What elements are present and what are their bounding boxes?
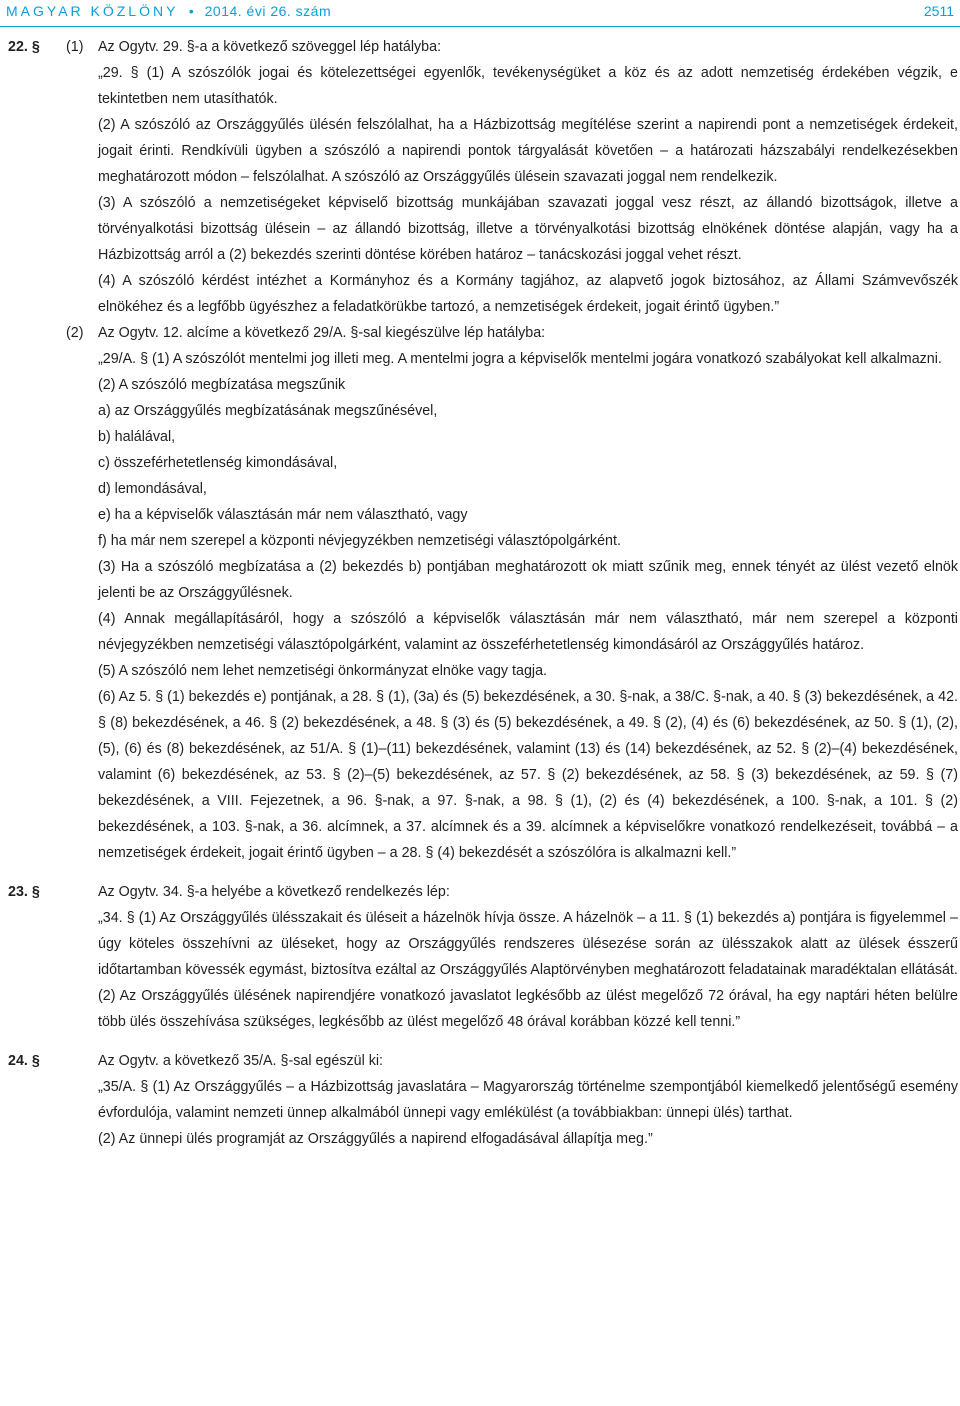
quoted-paragraph: (6) Az 5. § (1) bekezdés e) pontjának, a 28. § (1), (3a) és (5) bekezdésének, a 30. §-nak, a 38/C. §-nak, a 40. § (3) bekezdésének, a 42. § (8) bekezdésének, a 46. § (2) bekezdésének, a 48. § (3) és (5) bekezdésének, a 49. § (2), (4) és (6) bekezdésének, az 50. § (1), (2), (5), (6) és (8) bekezdésének, az 51/A. § (1)–(11) bekezdésének, valamint (13) és (14) bekezdésének, az 52. § (2)–(4) bekezdésének, valamint (6) bekezdésének, az 53. § (2)–(5) bekezdésének, az 57. § (2) bekezdésének, az 58. § (3) bekezdésének, az 59. § (7) bekezdésének, a VIII. Fejezetnek, a 96. §-nak, a 97. §-nak, a 98. § (1), (2) és (4) bekezdésének, a 100. §-nak, a 101. § (2) bekezdésének, a 103. §-nak, a 36. alcímnek, a 37. alcímnek és a 39. alcímnek a képviselőkre vonatkozó rendelkezéseit, továbbá – a nemzetiségek érdekeit, jogait érintő ügyben – a 28. § (4) bekezdését a szószólóra is alkalmazni kell.” — [98, 689, 958, 861]
quoted-paragraph: (2) A szószóló megbízatása megszűnik — [98, 377, 346, 393]
quoted-paragraph: „29. § (1) A szószólók jogai és kötelezettségei egyenlők, tevékenységüket a köz és az adott nemzetiség érdekében végzik, e tekintetben nem utasíthatók. — [98, 65, 958, 107]
list-item: c) összeférhetetlenség kimondásával, — [98, 455, 338, 471]
quoted-paragraph: (2) Az ünnepi ülés programját az Országgyűlés a napirend elfogadásával állapítja meg.” — [98, 1131, 653, 1147]
list-item: e) ha a képviselők választásán már nem választható, vagy — [98, 507, 468, 523]
paragraph-label: (1) — [66, 39, 84, 55]
issue-date: 2014. évi 26. szám — [204, 3, 332, 19]
paragraph-intro: Az Ogytv. 29. §-a a következő szöveggel lép hatályba: — [98, 39, 442, 55]
section-number: 22. § — [8, 39, 40, 55]
quoted-paragraph: „35/A. § (1) Az Országgyűlés – a Házbizottság javaslatára – Magyarország történelme szempontjából kiemelkedő jelentőségű esemény évfordulója, valamint nemzeti ünnep alkalmából ünnepi vagy emlékülést (a továbbiakban: ünnepi ülés) tarthat. — [98, 1079, 958, 1121]
quoted-paragraph: „29/A. § (1) A szószólót mentelmi jog illeti meg. A mentelmi jogra a képviselők mentelmi jogára vonatkozó szabályokat kell alkalmazni. — [98, 351, 942, 367]
paragraph-label: (2) — [66, 325, 84, 341]
page-header — [0, 0, 960, 27]
section-23 — [0, 879, 960, 1035]
list-item: f) ha már nem szerepel a központi névjegyzékben nemzetiségi választópolgárként. — [98, 533, 621, 549]
document-body — [0, 34, 960, 1152]
quoted-paragraph: (3) Ha a szószóló megbízatása a (2) bekezdés b) pontjában meghatározott ok miatt szűnik meg, ennek tényét az ülést vezető elnök jelenti be az Országgyűlésnek. — [98, 559, 958, 601]
list-item: b) halálával, — [98, 429, 176, 445]
page-number: 2511 — [923, 3, 954, 19]
publication-title: MAGYAR KÖZLÖNY — [6, 3, 179, 19]
section-number: 24. § — [8, 1053, 40, 1069]
list-item: d) lemondásával, — [98, 481, 207, 497]
list-item: a) az Országgyűlés megbízatásának megszűnésével, — [98, 403, 438, 419]
quoted-paragraph: (2) Az Országgyűlés ülésének napirendjére vonatkozó javaslatot legkésőbb az ülést megelőző 72 órával, ha egy naptári héten belülre több ülés összehívása szükséges, legkésőbb az ülést megelőző 48 órával korábban közzé kell tenni.” — [98, 988, 958, 1030]
section-number: 23. § — [8, 884, 40, 900]
paragraph-intro: Az Ogytv. 12. alcíme a következő 29/A. §-sal kiegészülve lép hatályba: — [98, 325, 546, 341]
header-bullet: • — [188, 3, 195, 19]
quoted-paragraph: „34. § (1) Az Országgyűlés ülésszakait és üléseit a házelnök hívja össze. A házelnök – a 11. § (1) bekezdés a) pontjára is figyelemmel – úgy köteles összehívni az üléseket, hogy az Országgyűlés rendszeres ülésezése során az ülésszakok alatt az ülések ésszerű időtartamban kövessék egymást, biztosítva ezáltal az Országgyűlés Alaptörvényben meghatározott feladatainak maradéktalan ellátását. — [98, 910, 958, 978]
paragraph-2-intro — [66, 320, 960, 346]
paragraph-1-intro — [66, 34, 960, 60]
section-22 — [0, 34, 960, 866]
quoted-paragraph: (4) A szószóló kérdést intézhet a Kormányhoz és a Kormány tagjához, az alapvető jogok biztosához, az Állami Számvevőszék elnökéhez és a legfőbb ügyészhez a feladatkörükbe tartozó, a nemzetiségek érdekeit, jogait érintő ügyben.” — [98, 273, 958, 315]
quoted-paragraph: (3) A szószóló a nemzetiségeket képviselő bizottság munkájában szavazati joggal vesz részt, az állandó bizottságok, illetve a törvényalkotási bizottság ülésein – az állandó bizottság, illetve a törvényalkotási bizottság elnökének döntése alapján, vagy ha a Házbizottság arról a (2) bekezdés szerinti döntése körében határoz – tanácskozási joggal vehet részt. — [98, 195, 958, 263]
quoted-paragraph: (4) Annak megállapításáról, hogy a szószóló a képviselők választásán már nem választható, már nem szerepel a központi névjegyzékben nemzetiségi választópolgárként, valamint az összeférhetetlenség kimondásáról az Országgyűlés határoz. — [98, 611, 958, 653]
quoted-paragraph: (2) A szószóló az Országgyűlés ülésén felszólalhat, ha a Házbizottság megítélése szerint a napirendi pont a nemzetiségek érdekeit, jogait érinti. Rendkívüli ügyben a szószóló a napirendi pontok tárgyalását követően – a határozati házszabályi rendelkezésekben meghatározott módon – felszólalhat. A szószóló az Országgyűlés ülésein szavazati joggal nem rendelkezik. — [98, 117, 958, 185]
section-intro: Az Ogytv. a következő 35/A. §-sal egészül ki: — [98, 1053, 384, 1069]
section-intro: Az Ogytv. 34. §-a helyébe a következő rendelkezés lép: — [98, 884, 450, 900]
quoted-paragraph: (5) A szószóló nem lehet nemzetiségi önkormányzat elnöke vagy tagja. — [98, 663, 548, 679]
section-24 — [0, 1048, 960, 1152]
header-left — [6, 3, 331, 19]
